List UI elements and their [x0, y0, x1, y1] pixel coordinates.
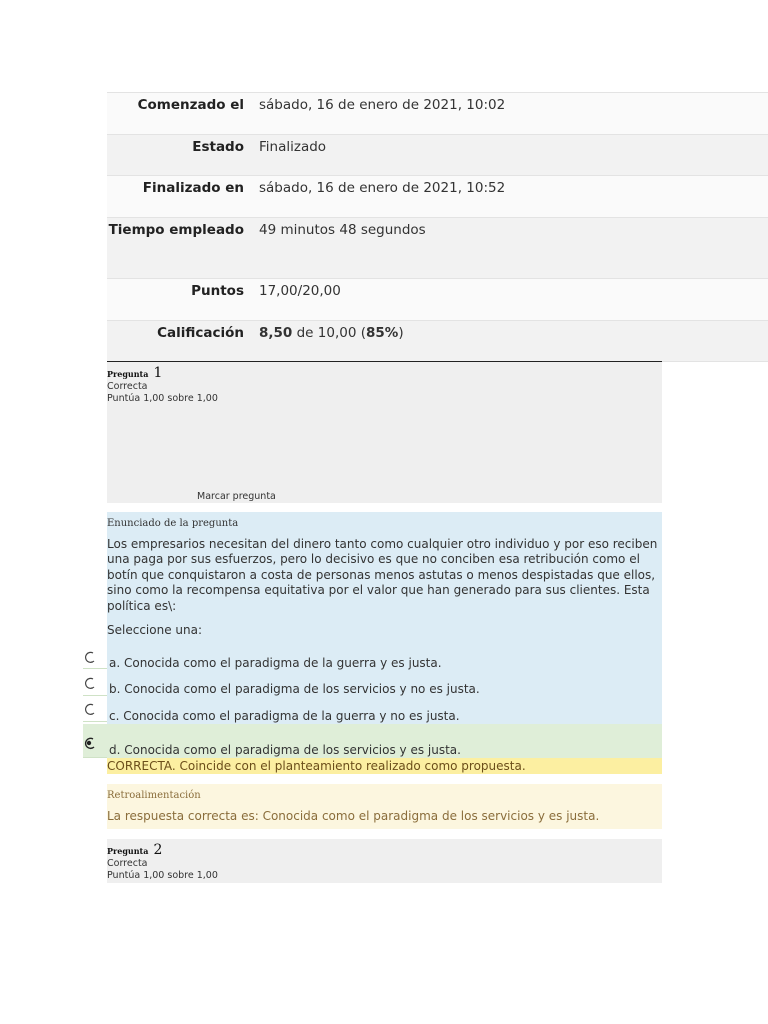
answer-prompt: Seleccione una:: [107, 623, 202, 638]
question-2-info: [107, 839, 662, 883]
general-feedback: [107, 784, 662, 829]
feedback-heading: Retroalimentación: [107, 790, 201, 801]
summary-label: Tiempo empleado: [107, 218, 251, 278]
answer-option-b[interactable]: b. Conocida como el paradigma de los servicios y no es justa.: [109, 682, 480, 696]
question-state: Correcta: [107, 858, 148, 869]
question-text: Los empresarios necesitan del dinero tanto como cualquier otro individuo y por eso reciben una paga por sus esfuerzos, pero lo decisivo es que no conciben esa retribución como el botín que conquistaron a costa de personas menos astutas o menos despistadas que ellos, sino como la recompensa equitativa por el valor que han generado para sus clientes. Esta política es\:: [107, 537, 658, 613]
summary-row-time-taken: [107, 218, 768, 279]
summary-value: sábado, 16 de enero de 2021, 10:02: [259, 97, 506, 113]
answer-separator: [83, 668, 107, 669]
summary-value: 49 minutos 48 segundos: [259, 222, 426, 238]
question-number: 1: [153, 365, 163, 381]
summary-row-state: [107, 135, 768, 176]
summary-row-finished: [107, 176, 768, 218]
question-number: 2: [153, 842, 163, 858]
question-statement-heading: Enunciado de la pregunta: [107, 518, 239, 529]
summary-label: Calificación: [107, 321, 251, 361]
radio-unchecked-icon[interactable]: [83, 702, 97, 718]
radio-checked-icon[interactable]: [83, 736, 97, 752]
question-label: Pregunta: [107, 846, 149, 856]
answer-separator: [83, 695, 107, 696]
grade-score: 8,50: [259, 325, 293, 341]
summary-label: Comenzado el: [107, 93, 251, 134]
grade-middle: de 10,00 (: [292, 325, 366, 341]
flag-question-link[interactable]: Marcar pregunta: [197, 491, 276, 502]
question-heading: [107, 839, 662, 858]
answer-separator: [83, 757, 107, 758]
right-answer-text: La respuesta correcta es: Conocida como el paradigma de los servicios y es justa.: [107, 809, 600, 823]
grade-percent: 85%: [365, 325, 399, 341]
answer-option-d[interactable]: d. Conocida como el paradigma de los servicios y es justa.: [109, 743, 461, 757]
question-grade: Puntúa 1,00 sobre 1,00: [107, 393, 218, 404]
answer-option-c[interactable]: c. Conocida como el paradigma de la guerra y no es justa.: [109, 709, 460, 723]
question-label: Pregunta: [107, 369, 149, 379]
question-state: Correcta: [107, 381, 148, 392]
summary-value: 17,00/20,00: [259, 283, 341, 299]
question-grade: Puntúa 1,00 sobre 1,00: [107, 870, 218, 881]
question-1-info: [107, 361, 662, 503]
grade-end: ): [398, 325, 404, 341]
summary-label: Puntos: [107, 279, 251, 320]
question-heading: [107, 362, 662, 381]
answer-option-a[interactable]: a. Conocida como el paradigma de la guerra y es justa.: [109, 656, 442, 670]
summary-value: [251, 321, 768, 361]
radio-unchecked-icon[interactable]: [83, 650, 97, 666]
radio-unchecked-icon[interactable]: [83, 676, 97, 692]
summary-row-started: [107, 93, 768, 135]
summary-label: Estado: [107, 135, 251, 175]
specific-feedback: CORRECTA. Coincide con el planteamiento realizado como propuesta.: [107, 758, 662, 774]
summary-value: sábado, 16 de enero de 2021, 10:52: [259, 180, 506, 196]
summary-row-grade: [107, 321, 768, 362]
summary-value: Finalizado: [259, 139, 327, 155]
summary-label: Finalizado en: [107, 176, 251, 217]
answer-separator: [83, 721, 107, 722]
summary-row-points: [107, 279, 768, 321]
attempt-summary-table: [107, 92, 768, 362]
